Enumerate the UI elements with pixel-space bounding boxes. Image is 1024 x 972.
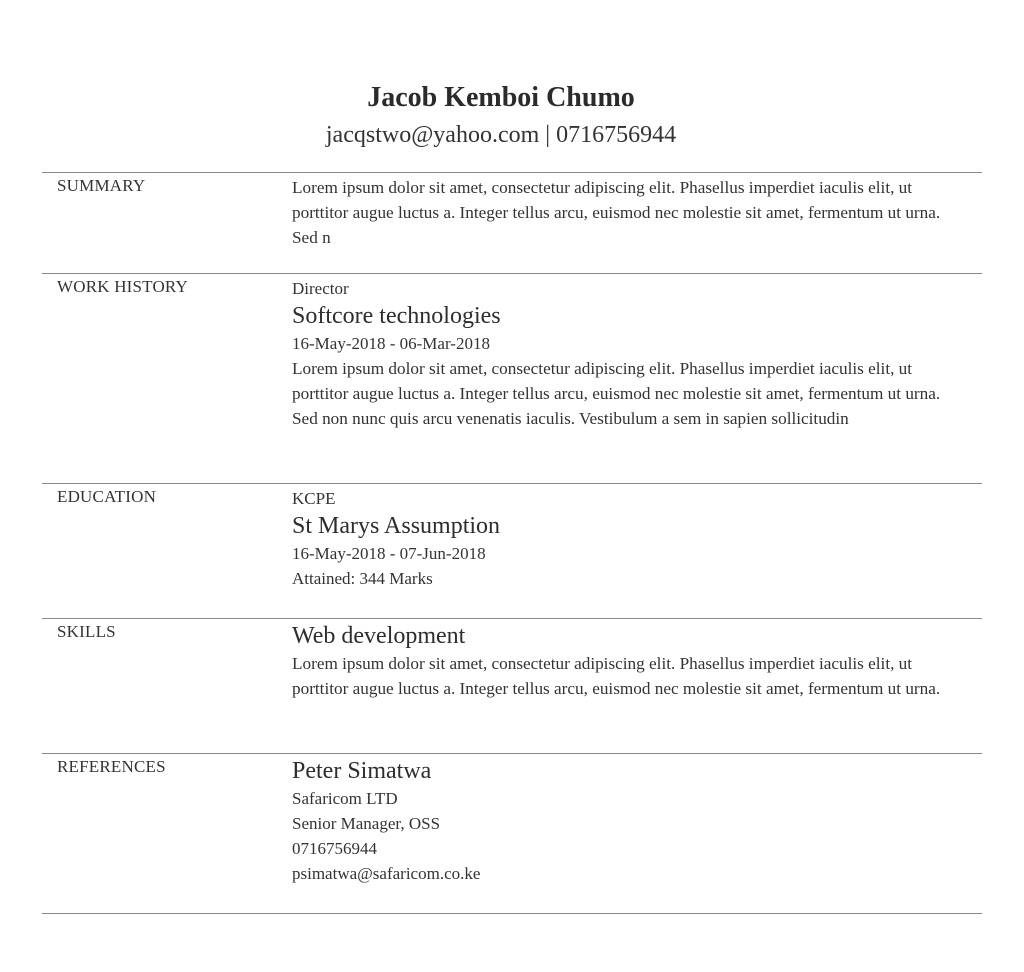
education-attained: Attained: 344 Marks: [292, 569, 433, 588]
candidate-contact: jacqstwo@yahoo.com | 0716756944: [325, 122, 677, 148]
references-body: [292, 756, 962, 886]
work-history-section: [42, 273, 982, 484]
work-history-label: WORK HISTORY: [57, 277, 189, 296]
reference-phone: 0716756944: [292, 839, 377, 858]
job-description: Lorem ipsum dolor sit amet, consectetur adipiscing elit. Phasellus imperdiet iaculis elit, ut porttitor augue luctus a. Integer tellus arcu, euismod nec molestie sit amet, fermentum ut urna. Sed non nunc quis arcu venenatis iaculis. Vestibulum a sem in sapien sollicitudin: [292, 359, 941, 428]
education-body: [292, 486, 962, 591]
bottom-divider: [42, 913, 982, 914]
education-section: [42, 483, 982, 619]
reference-email: psimatwa@safaricom.co.ke: [292, 864, 481, 883]
job-title: Director: [292, 279, 349, 298]
resume-header: [0, 80, 1024, 152]
skills-section: [42, 618, 982, 754]
references-section: [42, 753, 982, 914]
education-qualification: KCPE: [292, 489, 336, 508]
summary-label: SUMMARY: [57, 176, 146, 195]
candidate-name: Jacob Kemboi Chumo: [367, 82, 635, 113]
skills-label: SKILLS: [57, 622, 116, 641]
summary-body: [292, 175, 962, 250]
education-dates: 16-May-2018 - 07-Jun-2018: [292, 544, 486, 563]
skill-name: Web development: [292, 623, 466, 649]
reference-position: Senior Manager, OSS: [292, 814, 441, 833]
work-history-body: [292, 276, 962, 431]
summary-text: Lorem ipsum dolor sit amet, consectetur adipiscing elit. Phasellus imperdiet iaculis elit, ut porttitor augue luctus a. Integer tellus arcu, euismod nec molestie sit amet, fermentum ut urna. Sed n: [292, 178, 941, 247]
skill-description: Lorem ipsum dolor sit amet, consectetur adipiscing elit. Phasellus imperdiet iaculis elit, ut porttitor augue luctus a. Integer tellus arcu, euismod nec molestie sit amet, fermentum ut urna.: [292, 654, 941, 698]
company-name: Softcore technologies: [292, 303, 501, 329]
skills-body: [292, 621, 962, 701]
education-label: EDUCATION: [57, 487, 157, 506]
reference-name: Peter Simatwa: [292, 758, 432, 784]
summary-section: [42, 172, 982, 273]
school-name: St Marys Assumption: [292, 513, 501, 539]
reference-company: Safaricom LTD: [292, 789, 398, 808]
job-dates: 16-May-2018 - 06-Mar-2018: [292, 334, 490, 353]
references-label: REFERENCES: [57, 757, 166, 776]
